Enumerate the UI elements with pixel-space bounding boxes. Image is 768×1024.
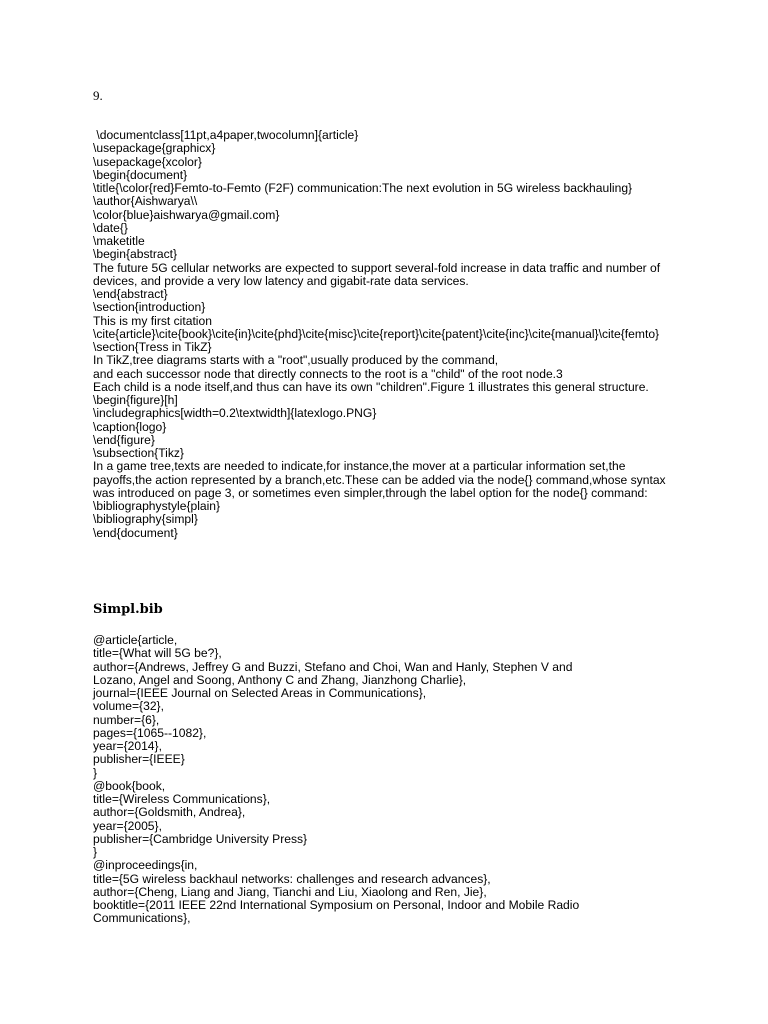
latex-line: \end{document}	[93, 525, 178, 540]
latex-line: \end{figure}	[93, 432, 155, 447]
latex-line: \subsection{Tikz}	[93, 446, 184, 460]
bibtex-line: year={2014},	[93, 739, 162, 753]
latex-line: devices, and provide a very low latency and gigabit-rate data services.	[93, 273, 469, 288]
bib-file-title: Simpl.bib	[93, 602, 163, 617]
latex-line: \section{introduction}	[93, 300, 206, 315]
bibtex-line: title={What will 5G be?},	[93, 646, 222, 661]
latex-line: was introduced on page 3, or sometimes even simpler,through the label option for the node{} command:	[93, 485, 648, 500]
bibtex-line: Lozano, Angel and Soong, Anthony C and Zhang, Jianzhong Charlie},	[93, 672, 467, 687]
latex-line: This is my first citation	[93, 313, 212, 328]
latex-line: payoffs,the action represented by a branch,etc.These can be added via the node{} command,whose syntax	[93, 472, 666, 487]
bibtex-line: }	[93, 845, 98, 859]
bibtex-line: author={Cheng, Liang and Jiang, Tianchi and Liu, Xiaolong and Ren, Jie},	[93, 884, 487, 899]
bibtex-line: title={5G wireless backhaul networks: challenges and research advances},	[93, 871, 491, 886]
bibtex-source-block	[93, 634, 753, 926]
latex-line: \cite{article}\cite{book}\cite{in}\cite{phd}\cite{misc}\cite{report}\cite{patent}\cite{inc}\cite{manual}\cite{femto}	[93, 326, 660, 341]
latex-line: \usepackage{xcolor}	[93, 154, 202, 169]
bibtex-line: author={Goldsmith, Andrea},	[93, 805, 246, 820]
latex-line: \bibliographystyle{plain}	[93, 499, 221, 513]
latex-line: \title{\color{red}Femto-to-Femto (F2F) communication:The next evolution in 5G wireless backhauling}	[93, 181, 633, 195]
latex-line: \end{abstract}	[93, 287, 168, 301]
bibtex-line: @book{book,	[93, 778, 166, 793]
latex-line: \begin{abstract}	[93, 247, 178, 262]
page-number-label: 9.	[93, 88, 103, 103]
latex-line: \caption{logo}	[93, 419, 167, 434]
latex-line: In TikZ,tree diagrams starts with a "root",usually produced by the command,	[93, 353, 499, 368]
latex-line: and each successor node that directly connects to the root is a "child" of the root node.3	[93, 366, 563, 381]
latex-line: \maketitle	[93, 234, 145, 248]
latex-line: \section{Tress in TikZ}	[93, 340, 212, 354]
bibtex-line: }	[93, 765, 98, 780]
bibtex-line: volume={32},	[93, 699, 164, 714]
latex-line: \begin{document}	[93, 167, 188, 182]
bibtex-line: journal={IEEE Journal on Selected Areas in Communications},	[93, 686, 427, 700]
bibtex-line: pages={1065--1082},	[93, 725, 207, 740]
bibtex-line: author={Andrews, Jeffrey G and Buzzi, Stefano and Choi, Wan and Hanly, Stephen V and	[93, 659, 573, 674]
latex-line: \documentclass[11pt,a4paper,twocolumn]{article}	[93, 128, 359, 142]
latex-line: \bibliography{simpl}	[93, 512, 198, 527]
bibtex-line: publisher={IEEE}	[93, 752, 185, 767]
bibtex-line: number={6},	[93, 712, 160, 727]
bibtex-line: year={2005},	[93, 818, 162, 833]
latex-source-block	[93, 129, 753, 540]
bibtex-line: @article{article,	[93, 633, 178, 647]
latex-line: Each child is a node itself,and thus can have its own "children".Figure 1 illustrates this general structure.	[93, 379, 649, 394]
latex-line: In a game tree,texts are needed to indicate,for instance,the mover at a particular information set,the	[93, 459, 626, 474]
latex-line: \date{}	[93, 220, 128, 235]
latex-line: \begin{figure}[h]	[93, 393, 178, 407]
bibtex-line: booktitle={2011 IEEE 22nd International Symposium on Personal, Indoor and Mobile Radio	[93, 898, 580, 912]
bibtex-line: publisher={Cambridge University Press}	[93, 831, 308, 846]
bibtex-line: title={Wireless Communications},	[93, 792, 271, 806]
bibtex-line: Communications},	[93, 911, 191, 926]
latex-line: \usepackage{graphicx}	[93, 141, 216, 156]
latex-line: \color{blue}aishwarya@gmail.com}	[93, 207, 280, 222]
latex-line: The future 5G cellular networks are expected to support several-fold increase in data traffic and number of	[93, 260, 661, 275]
bibtex-line: @inproceedings{in,	[93, 858, 198, 873]
latex-line: \author{Aishwarya\\	[93, 194, 198, 209]
latex-line: \includegraphics[width=0.2\textwidth]{latexlogo.PNG}	[93, 406, 377, 421]
